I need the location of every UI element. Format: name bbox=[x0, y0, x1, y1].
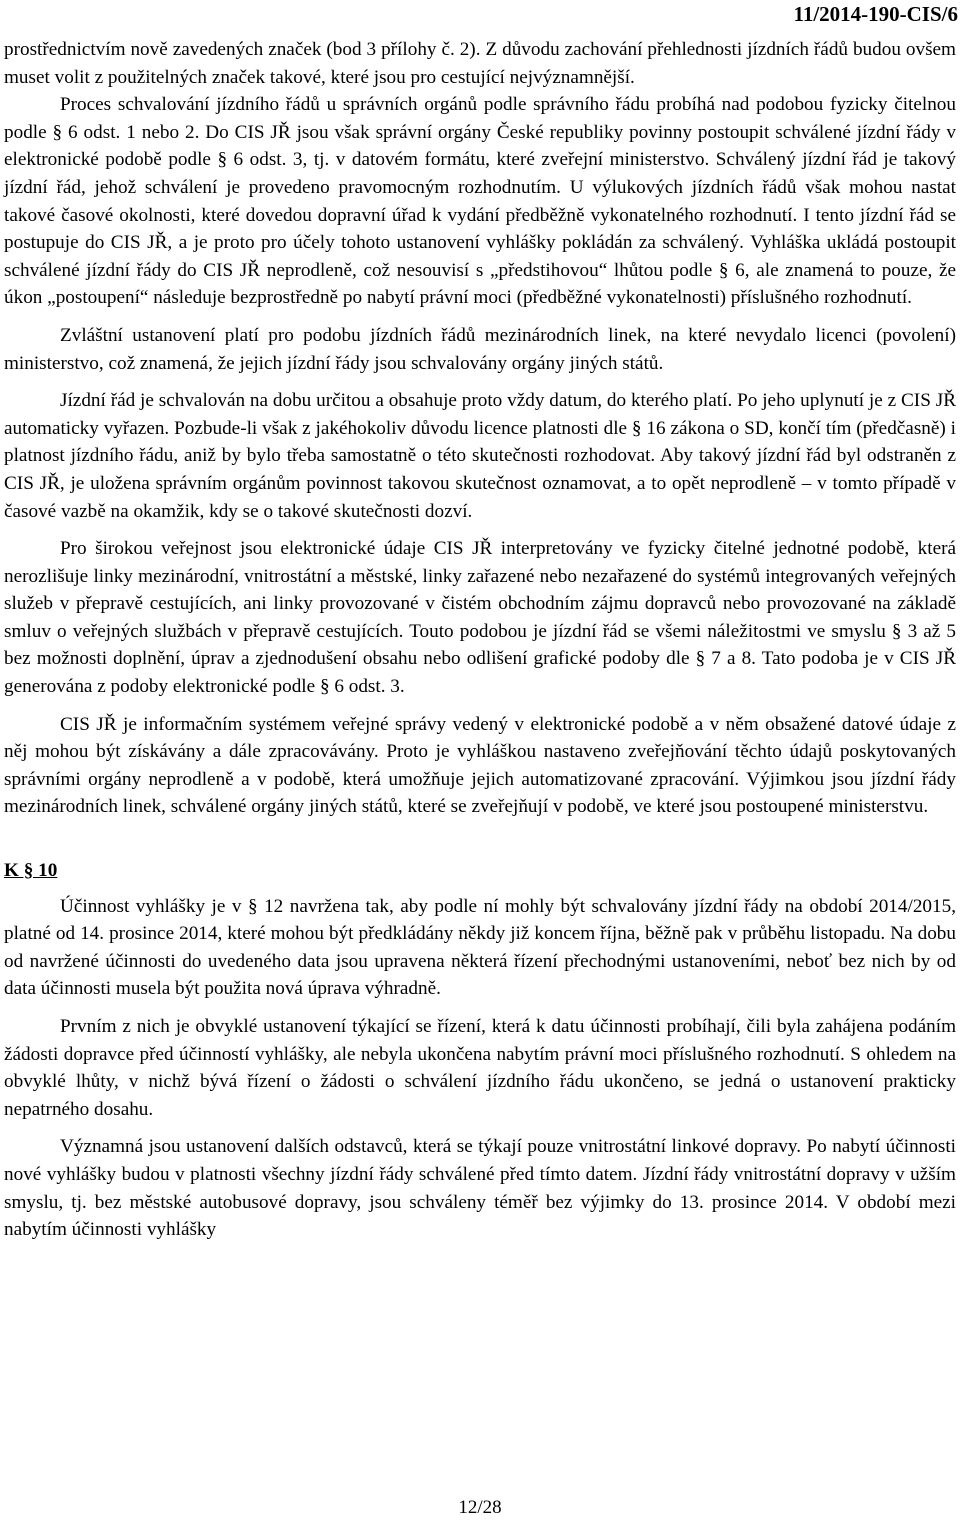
paragraph-effectiveness: Účinnost vyhlášky je v § 12 navržena tak, aby podle ní mohly být schvalovány jízdní řády na období 2014/2015, platné od 14. prosince 2014, které mohou být předkládány někdy již koncem října, běžně pak v průběhu listopadu. Na dobu od navržené účinnosti do uvedeného data jsou upravena některá řízení přechodnými ustanoveními, neboť bez nich by od data účinnosti musela být použita nová úprava výhradně. bbox=[4, 895, 956, 1000]
paragraph-information-system: CIS JŘ je informačním systémem veřejné správy vedený v elektronické podobě a v něm obsažené datové údaje z něj mohou být získávány a dále zpracovávány. Proto je vyhláškou nastaveno zveřejňování těchto údajů poskytovaných správními orgány neprodleně a v podobě, která umožňuje jejich automatizované zpracování. Výjimkou jsou jízdní řády mezinárodních linek, schválené orgány jiných států, které se zveřejňují v podobě, ve které jsou postoupené ministerstvu. bbox=[4, 713, 956, 818]
paragraph-continuation: prostřednictvím nově zavedených značek (bod 3 přílohy č. 2). Z důvodu zachování přehlednosti jízdních řádů budou ovšem muset volit z použitelných značek takové, které jsou pro cestující nejvýznamnější. bbox=[4, 39, 956, 88]
paragraph-public-format: Pro širokou veřejnost jsou elektronické údaje CIS JŘ interpretovány ve fyzicky čitelné jednotné podobě, která nerozlišuje linky mezinárodní, vnitrostátní a městské, linky zařazené nebo nezařazené do systémů integrovaných veřejných služeb v přepravě cestujících, ani linky provozované v čistém obchodním zájmu dopravců nebo provozované na základě smluv o veřejných službách v přepravě cestujících. Touto podobou je jízdní řád se všemi náležitostmi ve smyslu § 3 až 5 bez možnosti doplnění, úprav a zjednodušení obsahu nebo odlišení grafické podoby dle § 7 a 8. Tato podoba je v CIS JŘ generována z podoby elektronické podle § 6 odst. 3. bbox=[4, 538, 956, 698]
section-heading: K § 10 bbox=[4, 860, 58, 882]
page-number: 12/28 bbox=[458, 1497, 502, 1518]
document-id: 11/2014-190-CIS/6 bbox=[793, 2, 958, 26]
paragraph-transitional-further: Významná jsou ustanovení dalších odstavců, která se týkají pouze vnitrostátní linkové dopravy. Po nabytí účinnosti nové vyhlášky budou v platnosti všechny jízdní řády schválené před tímto datem. Jízdní řády vnitrostátní dopravy v užším smyslu, tj. bez městské autobusové dopravy, jsou schváleny téměř bez výjimky do 13. prosince 2014. V období mezi nabytím účinnosti vyhlášky bbox=[4, 1136, 956, 1241]
paragraph-international-lines: Zvláštní ustanovení platí pro podobu jízdních řádů mezinárodních linek, na které nevydalo licenci (povolení) ministerstvo, což znamená, že jejich jízdní řády jsou schvalovány orgány jiných států. bbox=[4, 324, 956, 374]
paragraph-validity-period: Jízdní řád je schvalován na dobu určitou a obsahuje proto vždy datum, do kterého platí. Po jeho uplynutí je z CIS JŘ automaticky vyřazen. Pozbude-li však z jakéhokoliv důvodu licence platnosti dle § 16 zákona o SD, končí tím (předčasně) i platnost jízdního řádu, aniž by bylo třeba samostatně o této skutečnosti rozhodovat. Aby takový jízdní řád byl odstraněn z CIS JŘ, je uložena správním orgánům povinnost takovou skutečnost oznamovat, a to opět neprodleně – v tomto případě v časové vazbě na okamžik, kdy se o takové skutečnosti dozví. bbox=[4, 390, 956, 522]
paragraph-transitional-first: Prvním z nich je obvyklé ustanovení týkající se řízení, která k datu účinnosti probíhají, čili byla zahájena podáním žádosti dopravce před účinností vyhlášky, ale nebyla ukončena nabytím právní moci příslušného rozhodnutí. S ohledem na obvyklé lhůty, v nichž bývá řízení o žádosti o schválení jízdního řádu ukončeno, se jedná o ustanovení prakticky nepatrného dosahu. bbox=[4, 1016, 956, 1120]
paragraph-approval-process: Proces schvalování jízdního řádů u správních orgánů podle správního řádu probíhá nad podobou fyzicky čitelnou podle § 6 odst. 1 nebo 2. Do CIS JŘ jsou však správní orgány České republiky povinny postoupit schválené jízdní řády v elektronické podobě podle § 6 odst. 3, tj. v datovém formátu, které zveřejní ministerstvo. Schválený jízdní řád je takový jízdní řád, jehož schválení je provedeno pravomocným rozhodnutím. U výlukových jízdních řádů však mohou nastat takové časové okolnosti, které dovedou dopravní úřad k vydání předběžně vykonatelného rozhodnutí. I tento jízdní řád se postupuje do CIS JŘ, a je proto pro účely tohoto ustanovení vyhlášky pokládán za schválený. Vyhláška ukládá postoupit schválené jízdní řády do CIS JŘ neprodleně, což nesouvisí s „předstihovou“ lhůtou podle § 6, ale znamená to pouze, že úkon „postoupení“ následuje bezprostředně po nabytí právní moci (předběžné vykonatelnosti) příslušného rozhodnutí. bbox=[4, 94, 956, 309]
document-body bbox=[4, 36, 956, 1244]
